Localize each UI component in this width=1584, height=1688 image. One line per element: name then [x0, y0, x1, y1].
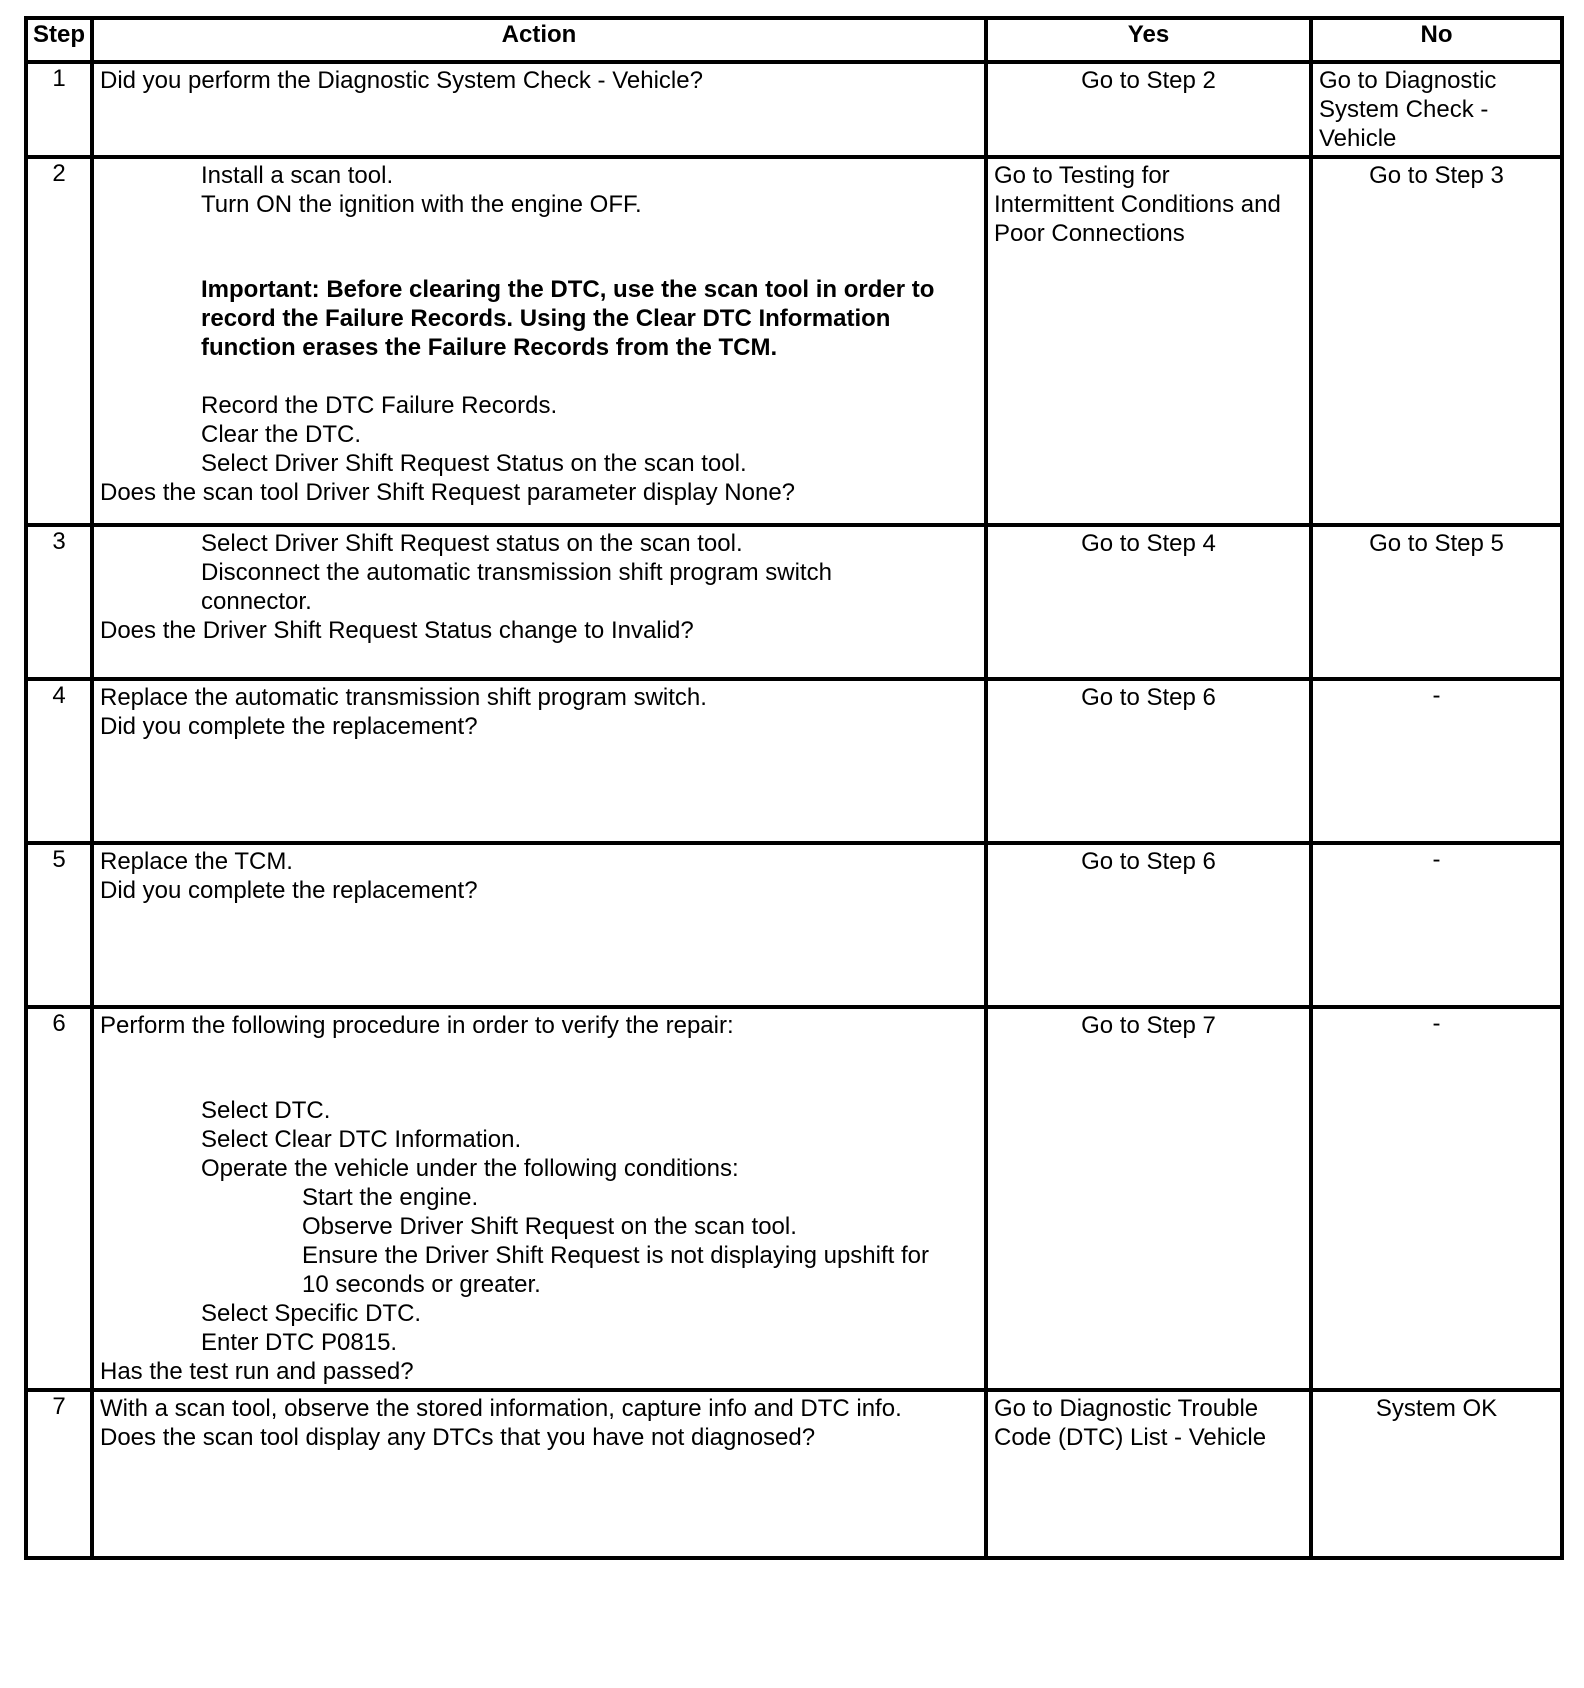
important-note: function erases the Failure Records from the TCM. [201, 334, 778, 361]
header-step: Step [26, 18, 92, 62]
yes-text: Go to Step 6 [1081, 848, 1216, 875]
yes-cell [986, 843, 1311, 1007]
diagnostic-table [24, 16, 1564, 1560]
no-cell [1311, 1007, 1562, 1390]
action-step: Select Driver Shift Request status on the scan tool. [201, 530, 743, 557]
action-cell [92, 1007, 986, 1390]
table-row [26, 1390, 1562, 1558]
action-text: Replace the automatic transmission shift program switch. [100, 684, 707, 711]
table-row [26, 1007, 1562, 1390]
action-question: Has the test run and passed? [100, 1358, 414, 1385]
no-cell [1311, 62, 1562, 157]
yes-text: Go to Diagnostic Trouble [994, 1395, 1259, 1422]
yes-text: Go to Step 7 [1081, 1012, 1216, 1039]
action-step: Select DTC. [201, 1097, 331, 1124]
no-text: System OK [1375, 1395, 1498, 1422]
step-number: 1 [26, 62, 92, 157]
action-question: Does the scan tool Driver Shift Request parameter display None? [100, 479, 796, 506]
action-step: Select Driver Shift Request Status on the scan tool. [201, 450, 747, 477]
action-question: Does the Driver Shift Request Status change to Invalid? [100, 617, 694, 644]
no-text: Go to Step 5 [1369, 530, 1504, 557]
yes-text: Intermittent Conditions and [994, 191, 1281, 218]
action-step: Select Clear DTC Information. [201, 1126, 522, 1153]
step-number: 4 [26, 679, 92, 843]
step-number: 2 [26, 157, 92, 525]
action-cell [92, 679, 986, 843]
yes-text: Code (DTC) List - Vehicle [994, 1424, 1267, 1451]
step-number: 3 [26, 525, 92, 679]
action-question: Did you complete the replacement? [100, 877, 478, 904]
table-row [26, 525, 1562, 679]
important-note: record the Failure Records. Using the Clear DTC Information [201, 305, 891, 332]
action-substep: Ensure the Driver Shift Request is not displaying upshift for [302, 1242, 929, 1269]
important-note: Important: Before clearing the DTC, use the scan tool in order to [201, 276, 935, 303]
yes-text: Go to Step 6 [1081, 684, 1216, 711]
action-text: With a scan tool, observe the stored information, capture info and DTC info. [100, 1395, 902, 1422]
table-row [26, 679, 1562, 843]
no-text: System Check - [1319, 96, 1489, 123]
table-row [26, 62, 1562, 157]
action-cell [92, 157, 986, 525]
step-number: 5 [26, 843, 92, 1007]
no-cell [1311, 843, 1562, 1007]
step-number: 6 [26, 1007, 92, 1390]
yes-cell [986, 157, 1311, 525]
no-cell [1311, 1390, 1562, 1558]
action-cell [92, 843, 986, 1007]
yes-text: Go to Step 2 [1081, 67, 1216, 94]
action-step: Operate the vehicle under the following conditions: [201, 1155, 739, 1182]
action-step: Disconnect the automatic transmission shift program switch [201, 559, 832, 586]
action-cell [92, 525, 986, 679]
header-yes: Yes [986, 18, 1311, 62]
yes-text: Go to Step 4 [1081, 530, 1216, 557]
yes-cell [986, 62, 1311, 157]
no-cell [1311, 157, 1562, 525]
table-row [26, 843, 1562, 1007]
action-question: Does the scan tool display any DTCs that you have not diagnosed? [100, 1424, 816, 1451]
action-step: Enter DTC P0815. [201, 1329, 398, 1356]
yes-cell [986, 679, 1311, 843]
yes-cell [986, 1390, 1311, 1558]
no-text: Go to Step 3 [1369, 162, 1504, 189]
action-cell [92, 1390, 986, 1558]
header-action: Action [92, 18, 986, 62]
yes-text: Poor Connections [994, 220, 1185, 247]
action-text: Replace the TCM. [100, 848, 293, 875]
header-row [26, 18, 1562, 62]
action-question: Did you complete the replacement? [100, 713, 478, 740]
no-text: - [1432, 846, 1441, 873]
no-text: Vehicle [1319, 125, 1397, 152]
no-text: Go to Diagnostic [1319, 67, 1497, 94]
action-text: Perform the following procedure in order to verify the repair: [100, 1012, 734, 1039]
action-step: Select Specific DTC. [201, 1300, 422, 1327]
action-step: Record the DTC Failure Records. [201, 392, 558, 419]
yes-cell [986, 1007, 1311, 1390]
yes-text: Go to Testing for [994, 162, 1170, 189]
step-number: 7 [26, 1390, 92, 1558]
action-substep: Observe Driver Shift Request on the scan tool. [302, 1213, 797, 1240]
table-row [26, 157, 1562, 525]
action-substep: Start the engine. [302, 1184, 479, 1211]
yes-cell [986, 525, 1311, 679]
action-cell [92, 62, 986, 157]
action-substep: 10 seconds or greater. [302, 1271, 541, 1298]
action-step: connector. [201, 588, 312, 615]
no-cell [1311, 679, 1562, 843]
no-text: - [1432, 1010, 1441, 1037]
no-cell [1311, 525, 1562, 679]
action-step: Turn ON the ignition with the engine OFF. [201, 191, 642, 218]
header-no: No [1311, 18, 1562, 62]
action-text: Did you perform the Diagnostic System Check - Vehicle? [100, 67, 703, 94]
action-step: Clear the DTC. [201, 421, 362, 448]
no-text: - [1432, 682, 1441, 709]
action-step: Install a scan tool. [201, 162, 394, 189]
